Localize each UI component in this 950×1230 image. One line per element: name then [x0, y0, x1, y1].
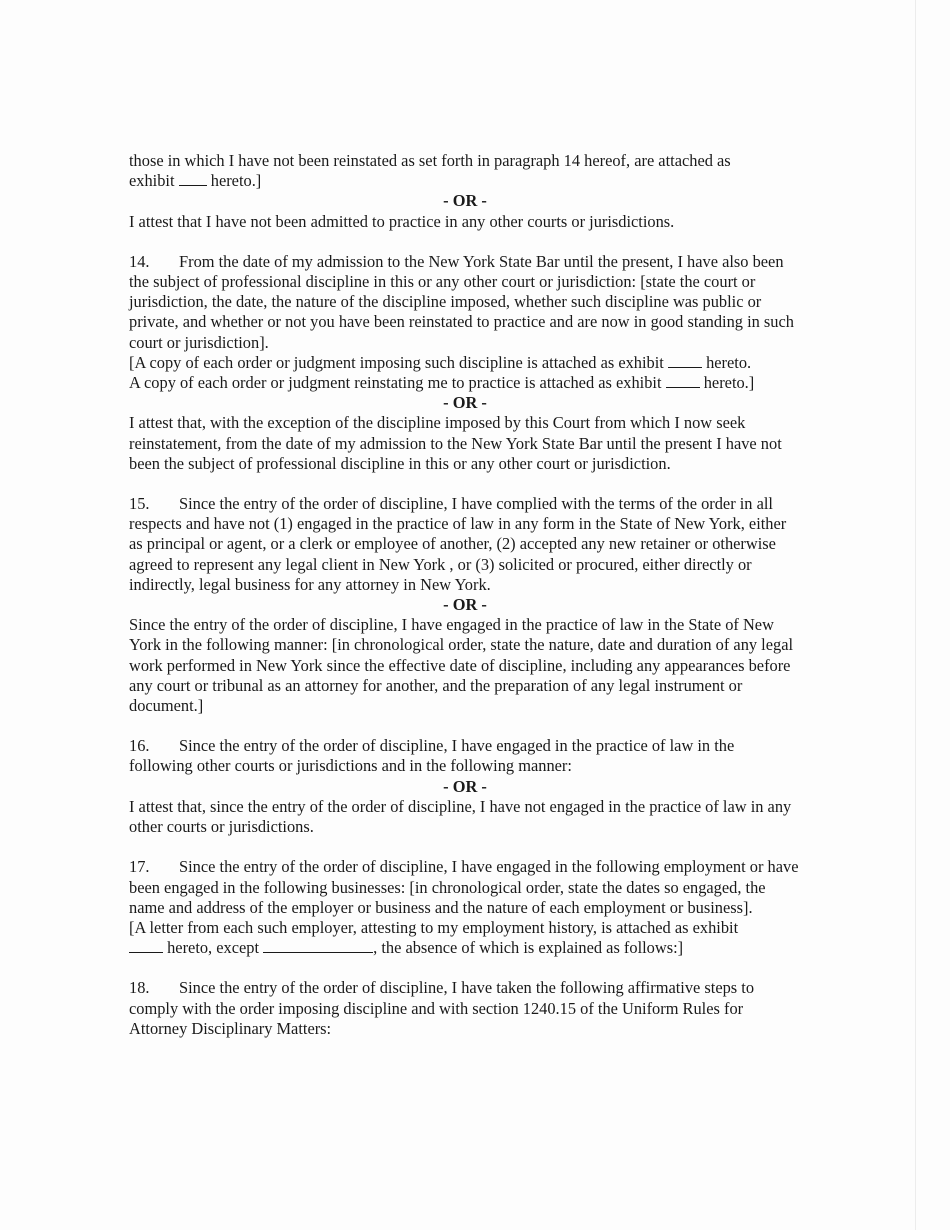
- paragraph-16-text: Since the entry of the order of discipline, I have engaged in the practice of law in the following other courts or jurisdictions and in the following manner:: [129, 736, 735, 776]
- letter-absence: , the absence of which is explained as follows:]: [373, 938, 684, 958]
- letter-except: hereto, except: [167, 938, 260, 958]
- paragraph-14-copy-1: [129, 353, 801, 373]
- paragraph-17: [129, 857, 801, 918]
- paragraph-14-text: From the date of my admission to the New York State Bar until the present, I have also been the subject of professional discipline in this or any other court or jurisdiction: [state the court or jurisdiction, the date, the nature of the discipline imposed, whether such discipline was public or private, and whether or not you have been reinstated to practice and are now in good standing in such court or jurisdiction].: [129, 251, 794, 352]
- intro-hereto: hereto.]: [210, 171, 262, 191]
- copy-2-hereto: hereto.]: [703, 373, 755, 393]
- paragraph-17-number: 17.: [129, 857, 150, 877]
- exhibit-blank: [668, 353, 702, 368]
- intro-attest: I attest that I have not been admitted to practice in any other courts or jurisdictions.: [129, 211, 675, 231]
- paragraph-17-text: Since the entry of the order of discipline, I have engaged in the following employment or have been engaged in the following businesses: [in chronological order, state the dates so engaged, the name and address of the employer or business and the nature of each employment or business].: [129, 857, 799, 917]
- or-separator: - OR -: [443, 393, 487, 413]
- paragraph-14: [129, 252, 801, 353]
- paragraph-15: [129, 494, 801, 595]
- or-separator: - OR -: [443, 776, 487, 796]
- or-separator: - OR -: [443, 191, 487, 211]
- paragraph-14-attest: I attest that, with the exception of the discipline imposed by this Court from which I now seek reinstatement, from the date of my admission to the New York State Bar until the present I have not been the subject of professional discipline in this or any other court or jurisdiction.: [129, 413, 782, 473]
- document-body: [129, 151, 801, 1039]
- scan-edge-line: [915, 0, 916, 1230]
- paragraph-15-text: Since the entry of the order of discipline, I have complied with the terms of the order in all respects and have not (1) engaged in the practice of law in any form in the State of New York, either as principal or agent, or a clerk or employee of another, (2) accepted any new retainer or otherwise agreed to represent any legal client in New York , or (3) solicited or procured, either directly or indirectly, legal business for any attorney in New York.: [129, 494, 787, 594]
- paragraph-15-alt: Since the entry of the order of discipline, I have engaged in the practice of law in the State of New York in the following manner: [in chronological order, state the nature, date and duration of any legal work performed in New York since the effective date of discipline, including any appearances before any court or tribunal as an attorney for another, and the preparation of any legal instrument or document.]: [129, 615, 794, 716]
- exhibit-blank: [666, 373, 700, 388]
- paragraph-16: [129, 736, 801, 776]
- paragraph-17-letter-2: [129, 938, 801, 958]
- intro-exhibit-label: exhibit: [129, 171, 175, 191]
- paragraph-17-letter: [A letter from each such employer, attesting to my employment history, is attached as exhibit: [129, 917, 739, 937]
- paragraph-18: [129, 978, 801, 1039]
- intro-line-1: those in which I have not been reinstated as set forth in paragraph 14 hereof, are attached as: [129, 151, 731, 170]
- copy-1-hereto: hereto.: [706, 352, 752, 372]
- paragraph-14-copy-2: [129, 373, 801, 393]
- paragraph-16-attest: I attest that, since the entry of the order of discipline, I have not engaged in the practice of law in any other courts or jurisdictions.: [129, 796, 792, 837]
- paragraph-18-text: Since the entry of the order of discipline, I have taken the following affirmative steps to comply with the order imposing discipline and with section 1240.15 of the Uniform Rules for Attorney Disciplinary Matters:: [129, 978, 755, 1038]
- or-separator: - OR -: [443, 595, 487, 615]
- paragraph-16-number: 16.: [129, 736, 150, 756]
- except-blank: [263, 938, 373, 953]
- paragraph-14-number: 14.: [129, 251, 150, 271]
- intro-line-2: [129, 171, 801, 191]
- exhibit-blank: [129, 938, 163, 953]
- copy-1-text: [A copy of each order or judgment imposing such discipline is attached as exhibit: [129, 352, 664, 372]
- paragraph-15-number: 15.: [129, 494, 150, 514]
- paragraph-18-number: 18.: [129, 978, 150, 998]
- exhibit-blank: [179, 171, 207, 186]
- copy-2-text: A copy of each order or judgment reinstating me to practice is attached as exhibit: [129, 373, 662, 393]
